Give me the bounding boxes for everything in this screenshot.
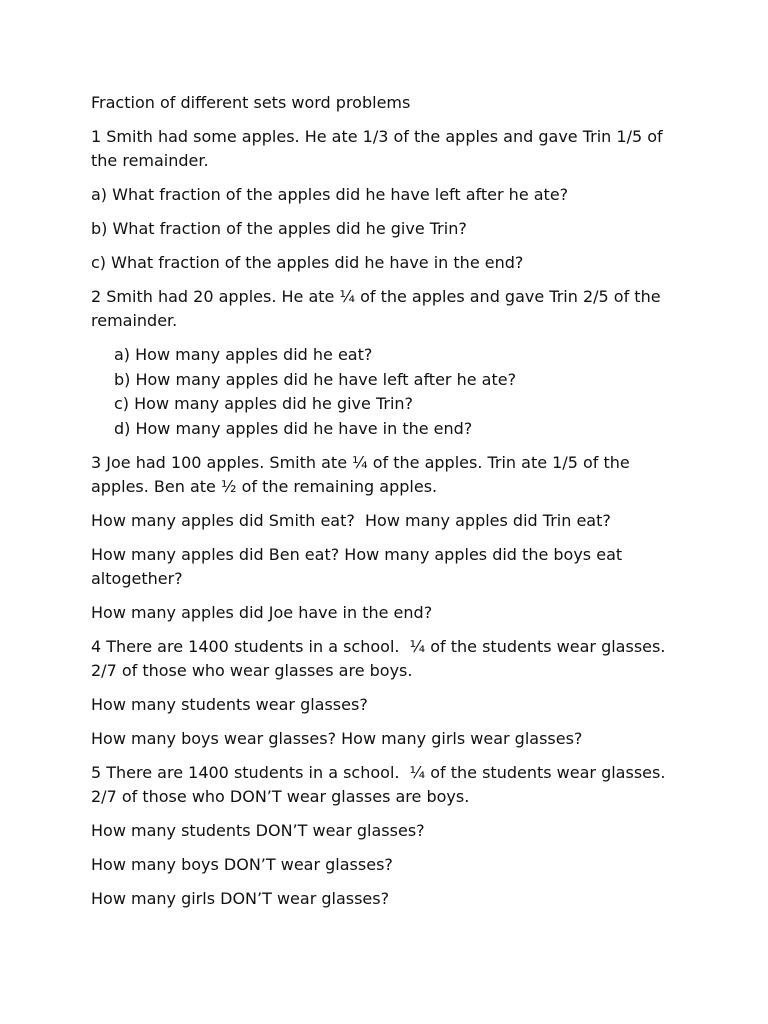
document-title: Fraction of different sets word problems [91,93,411,112]
problem-3-question-1: How many apples did Smith eat? How many apples did Trin eat? [91,511,611,530]
list-item: b) How many apples did he have left after he ate? [114,369,517,389]
problem-5-question-2: How many boys DON’T wear glasses? [91,855,393,874]
problem-1-intro: 1 Smith had some apples. He ate 1/3 of the apples and gave Trin 1/5 of the remainder. [91,127,668,170]
problem-3-question-2: How many apples did Ben eat? How many apples did the boys eat altogether? [91,545,628,588]
problem-4-question-2: How many boys wear glasses? How many girls wear glasses? [91,729,583,748]
problem-5-intro: 5 There are 1400 students in a school. ¼ of the students wear glasses. 2/7 of those who DON’T wear glasses are boys. [91,763,671,806]
list-item: c) How many apples did he give Trin? [114,394,414,413]
problem-1-question-a: a) What fraction of the apples did he have left after he ate? [91,185,569,204]
problem-2-question-list [91,343,688,441]
problem-1-question-b: b) What fraction of the apples did he give Trin? [91,219,467,238]
problem-5-question-3: How many girls DON’T wear glasses? [91,889,390,908]
list-item: d) How many apples did he have in the end? [114,418,473,438]
problem-2-intro: 2 Smith had 20 apples. He ate ¼ of the apples and gave Trin 2/5 of the remainder. [91,287,666,330]
list-item: a) How many apples did he eat? [114,345,373,364]
problem-4-intro: 4 There are 1400 students in a school. ¼ of the students wear glasses. 2/7 of those who wear glasses are boys. [91,637,671,680]
problem-1-question-c: c) What fraction of the apples did he have in the end? [91,253,524,272]
problem-4-question-1: How many students wear glasses? [91,695,368,714]
problem-5-question-1: How many students DON’T wear glasses? [91,821,425,840]
problem-3-intro: 3 Joe had 100 apples. Smith ate ¼ of the apples. Trin ate 1/5 of the apples. Ben ate ½ of the remaining apples. [91,453,635,496]
problem-3-question-3: How many apples did Joe have in the end? [91,603,433,622]
